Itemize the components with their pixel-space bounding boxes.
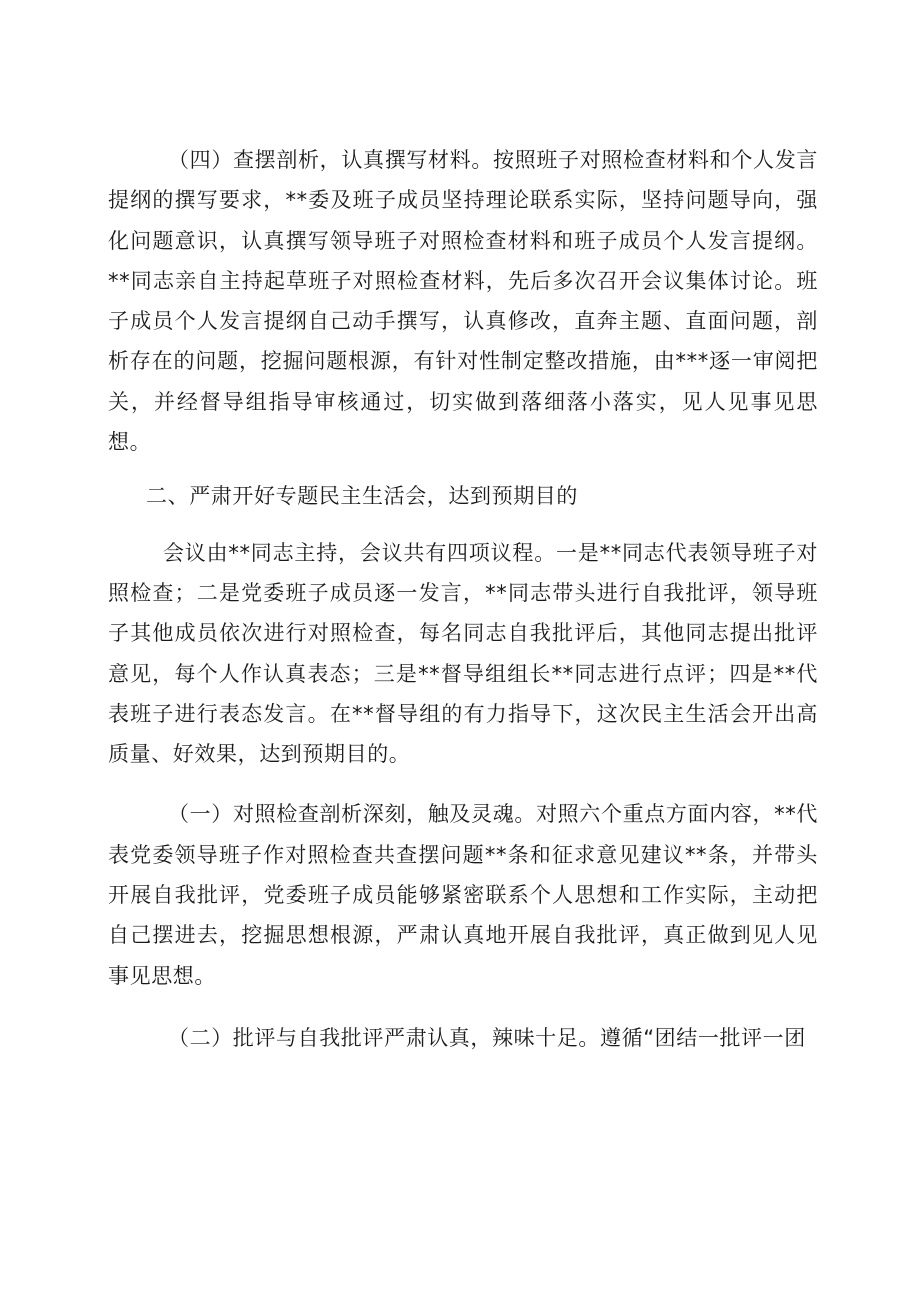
meeting-paragraph: 会议由**同志主持，会议共有四项议程。一是**同志代表领导班子对照检查；二是党委班子成员逐一发言，**同志带头进行自我批评，领导班子其他成员依次进行对照检查，每名同志自我批评后，其他同志提出批评意见，每个人作认真表态；三是**督导组组长**同志进行点评；四是**代表班子进行表态发言。在**督导组的有力指导下，这次民主生活会开出高质量、好效果，达到预期目的。: [108, 540, 818, 767]
subsection-one-paragraph: （一）对照检查剖析深刻，触及灵魂。对照六个重点方面内容，**代表党委领导班子作对照检查共查摆问题**条和征求意见建议**条，并带头开展自我批评，党委班子成员能够紧密联系个人思想和工作实际，主动把自己摆进去，挖掘思想根源，严肃认真地开展自我批评，真正做到见人见事见思想。: [108, 802, 818, 988]
section-two-heading: 二、严肃开好专题民主生活会，达到预期目的: [146, 484, 578, 509]
section-four-paragraph: （四）查摆剖析，认真撰写材料。按照班子对照检查材料和个人发言提纲的撰写要求，**委及班子成员坚持理论联系实际，坚持问题导向，强化问题意识，认真撰写领导班子对照检查材料和班子成员个人发言提纲。**同志亲自主持起草班子对照检查材料，先后多次召开会议集体讨论。班子成员个人发言提纲自己动手撰写，认真修改，直奔主题、直面问题，剖析存在的问题，挖掘问题根源，有针对性制定整改措施，由***逐一审阅把关，并经督导组指导审核通过，切实做到落细落小落实，见人见事见思想。: [108, 148, 818, 455]
document-body: [108, 140, 818, 1058]
subsection-two-paragraph: （二）批评与自我批评严肃认真，辣味十足。遵循“团结一批评一团: [168, 1025, 806, 1050]
